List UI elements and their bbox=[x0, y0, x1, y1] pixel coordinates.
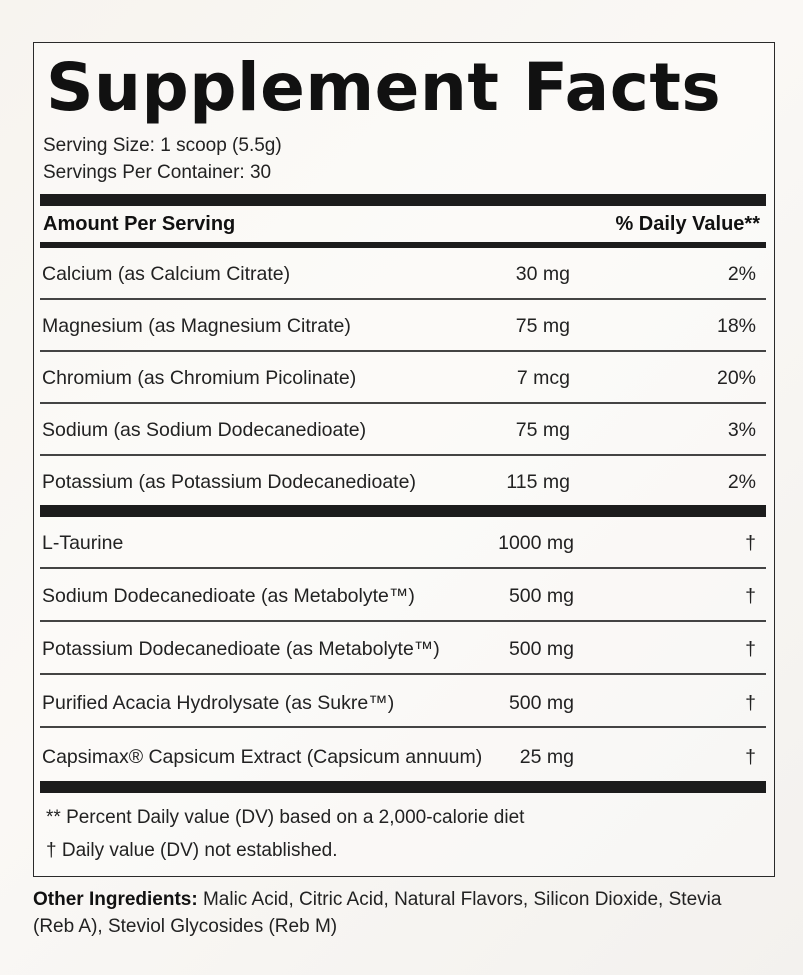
nutrient-name: Potassium (as Potassium Dodecanedioate) bbox=[42, 471, 416, 493]
nutrient-dv: 2% bbox=[727, 263, 756, 285]
table-row bbox=[34, 367, 776, 397]
ingredient-name: Sodium Dodecanedioate (as Metabolyte™) bbox=[42, 585, 415, 607]
footnote-dv-not-established: † Daily value (DV) not established. bbox=[46, 840, 338, 861]
nutrient-dv: 18% bbox=[716, 315, 756, 337]
other-ingredients bbox=[33, 886, 753, 940]
daily-value-header: % Daily Value** bbox=[615, 213, 760, 235]
serving-size: Serving Size: 1 scoop (5.5g) bbox=[43, 135, 282, 156]
nutrient-amount: 115 mg bbox=[506, 471, 570, 493]
thick-divider-top bbox=[40, 194, 766, 206]
nutrient-amount: 75 mg bbox=[515, 419, 570, 441]
table-row bbox=[34, 746, 776, 776]
nutrient-dv: 3% bbox=[727, 419, 756, 441]
nutrient-name: Chromium (as Chromium Picolinate) bbox=[42, 367, 357, 389]
ingredient-amount: 500 mg bbox=[508, 638, 574, 660]
other-ingredients-label: Other Ingredients: bbox=[33, 889, 198, 910]
nutrient-amount: 75 mg bbox=[515, 315, 570, 337]
ingredient-dv: † bbox=[745, 692, 756, 714]
ingredient-dv: † bbox=[745, 746, 756, 768]
nutrient-dv: 2% bbox=[727, 471, 756, 493]
table-row bbox=[34, 315, 776, 345]
nutrient-amount: 7 mcg bbox=[516, 367, 570, 389]
ingredient-dv: † bbox=[745, 532, 756, 554]
thick-divider-bottom bbox=[40, 781, 766, 793]
table-row bbox=[34, 585, 776, 615]
ingredient-name: L-Taurine bbox=[42, 532, 124, 554]
footnote-daily-value-basis: ** Percent Daily value (DV) based on a 2,000-calorie diet bbox=[46, 807, 525, 828]
nutrient-name: Magnesium (as Magnesium Citrate) bbox=[42, 315, 351, 337]
nutrient-dv: 20% bbox=[716, 367, 756, 389]
table-row bbox=[34, 638, 776, 668]
row-divider bbox=[40, 620, 766, 622]
row-divider bbox=[40, 454, 766, 456]
table-row bbox=[34, 263, 776, 293]
servings-per-container: Servings Per Container: 30 bbox=[43, 162, 272, 183]
table-row bbox=[34, 471, 776, 501]
thick-divider-middle bbox=[40, 505, 766, 517]
row-divider bbox=[40, 350, 766, 352]
supplement-facts-panel bbox=[33, 42, 775, 877]
amount-per-serving-header: Amount Per Serving bbox=[43, 213, 236, 235]
ingredient-dv: † bbox=[745, 638, 756, 660]
nutrient-name: Sodium (as Sodium Dodecanedioate) bbox=[42, 419, 367, 441]
nutrient-amount: 30 mg bbox=[515, 263, 570, 285]
ingredient-name: Capsimax® Capsicum Extract (Capsicum annuum) bbox=[42, 746, 483, 768]
page-title: Supplement Facts bbox=[46, 49, 722, 126]
ingredient-amount: 1000 mg bbox=[498, 532, 574, 554]
row-divider bbox=[40, 567, 766, 569]
table-row bbox=[34, 419, 776, 449]
row-divider bbox=[40, 402, 766, 404]
table-row bbox=[34, 532, 776, 562]
ingredient-dv: † bbox=[745, 585, 756, 607]
ingredient-name: Purified Acacia Hydrolysate (as Sukre™) bbox=[42, 692, 395, 714]
ingredient-name: Potassium Dodecanedioate (as Metabolyte™) bbox=[42, 638, 440, 660]
row-divider bbox=[40, 673, 766, 675]
header-divider bbox=[40, 242, 766, 248]
table-row bbox=[34, 692, 776, 722]
other-ingredients-text: Malic Acid, Citric Acid, Natural Flavors, Silicon Dioxide, Stevia (Reb A), Steviol Glycosides (Reb M) bbox=[33, 889, 722, 937]
ingredient-amount: 25 mg bbox=[519, 746, 574, 768]
ingredient-amount: 500 mg bbox=[508, 692, 574, 714]
ingredient-amount: 500 mg bbox=[508, 585, 574, 607]
row-divider bbox=[40, 298, 766, 300]
nutrient-name: Calcium (as Calcium Citrate) bbox=[42, 263, 291, 285]
row-divider bbox=[40, 726, 766, 728]
